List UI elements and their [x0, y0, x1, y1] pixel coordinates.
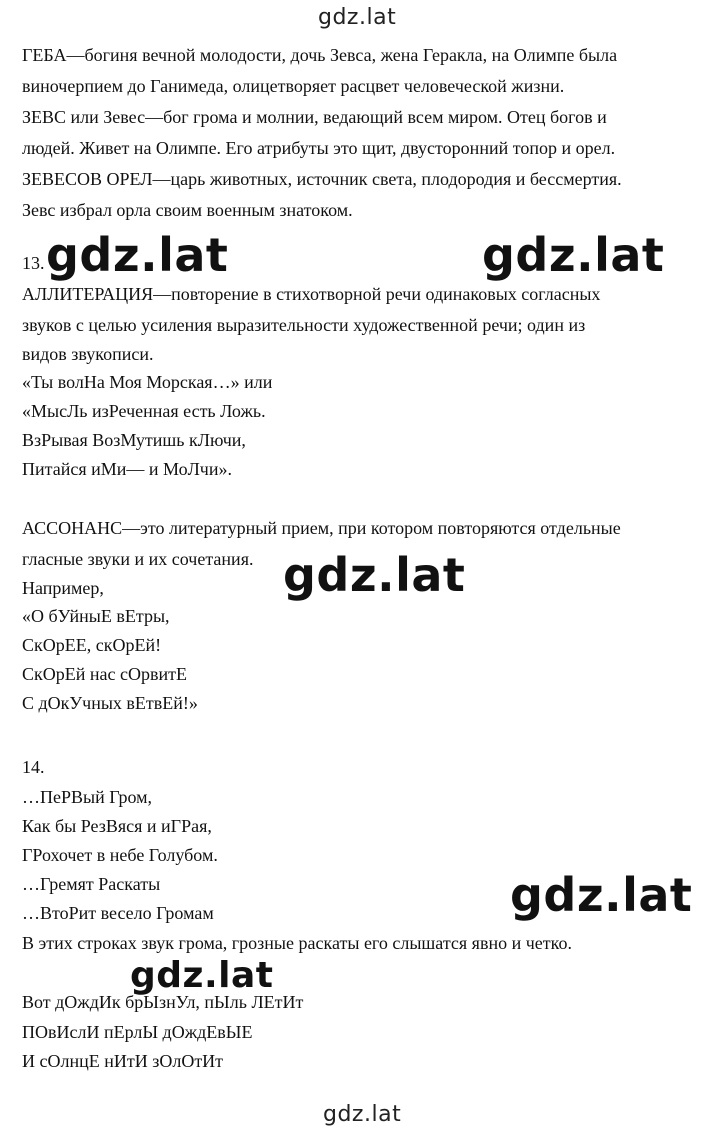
poem-line: ПОвИслИ пЕрлЫ дОждЕвЫЕ: [22, 1022, 253, 1042]
poem-line: С дОкУчных вЕтвЕй!»: [22, 693, 198, 713]
text-line: ГЕБА—богиня вечной молодости, дочь Зевса, жена Геракла, на Олимпе была: [22, 45, 618, 65]
text-line: виночерпием до Ганимеда, олицетворяет расцвет человеческой жизни.: [22, 76, 565, 96]
poem-line: «МысЛь изРеченная есть Ложь.: [22, 401, 266, 421]
poem-line: …ВтоРит весело Громам: [22, 903, 214, 923]
text-line: ЗЕВС или Зевес—бог грома и молнии, ведающий всем миром. Отец богов и: [22, 107, 607, 127]
watermark-right: gdz.lat: [482, 228, 665, 282]
text-line: Зевс избрал орла своим военным знатоком.: [22, 200, 353, 220]
poem-line: СкОрЕй нас сОрвитЕ: [22, 664, 187, 684]
poem-line: ГРохочет в небе Голубом.: [22, 845, 218, 865]
text-line: Например,: [22, 578, 104, 598]
watermark-lower-left: gdz.lat: [130, 955, 274, 996]
text-line: людей. Живет на Олимпе. Его атрибуты это щит, двусторонний топор и орел.: [22, 138, 616, 158]
watermark-left: gdz.lat: [46, 228, 229, 282]
poem-line: Как бы РезВяся и иГРая,: [22, 816, 212, 836]
text-line: В этих строках звук грома, грозные раскаты его слышатся явно и четко.: [22, 933, 572, 953]
poem-line: ВзРывая ВозМутишь кЛючи,: [22, 430, 246, 450]
poem-line: СкОрЕЕ, скОрЕй!: [22, 635, 162, 655]
text-line: АЛЛИТЕРАЦИЯ—повторение в стихотворной речи одинаковых согласных: [22, 284, 601, 304]
text-line: АССОНАНС—это литературный прием, при котором повторяются отдельные: [22, 518, 621, 538]
poem-line: Питайся иМи— и МоЛчи».: [22, 459, 232, 479]
poem-line: «Ты волНа Моя Морская…» или: [22, 372, 273, 392]
poem-line: Вот дОждИк брЫзнУл, пЫль ЛЕтИт: [22, 992, 304, 1012]
section-number: 13.: [22, 253, 45, 273]
poem-line: И сОлнцЕ нИтИ зОлОтИт: [22, 1051, 224, 1071]
watermark-bottom: gdz.lat: [323, 1102, 402, 1127]
text-line: видов звукописи.: [22, 344, 154, 364]
watermark-lower-right: gdz.lat: [510, 868, 693, 922]
poem-line: …Гремят Раскаты: [22, 874, 161, 894]
watermark-center: gdz.lat: [283, 548, 466, 602]
poem-line: «О бУйныЕ вЕтры,: [22, 606, 170, 626]
text-line: гласные звуки и их сочетания.: [22, 549, 254, 569]
watermark-top: gdz.lat: [318, 5, 397, 30]
text-line: ЗЕВЕСОВ ОРЕЛ—царь животных, источник света, плодородия и бессмертия.: [22, 169, 622, 189]
poem-line: …ПеРВый Гром,: [22, 787, 153, 807]
text-line: звуков с целью усиления выразительности художественной речи; один из: [22, 315, 586, 335]
section-number: 14.: [22, 757, 45, 777]
